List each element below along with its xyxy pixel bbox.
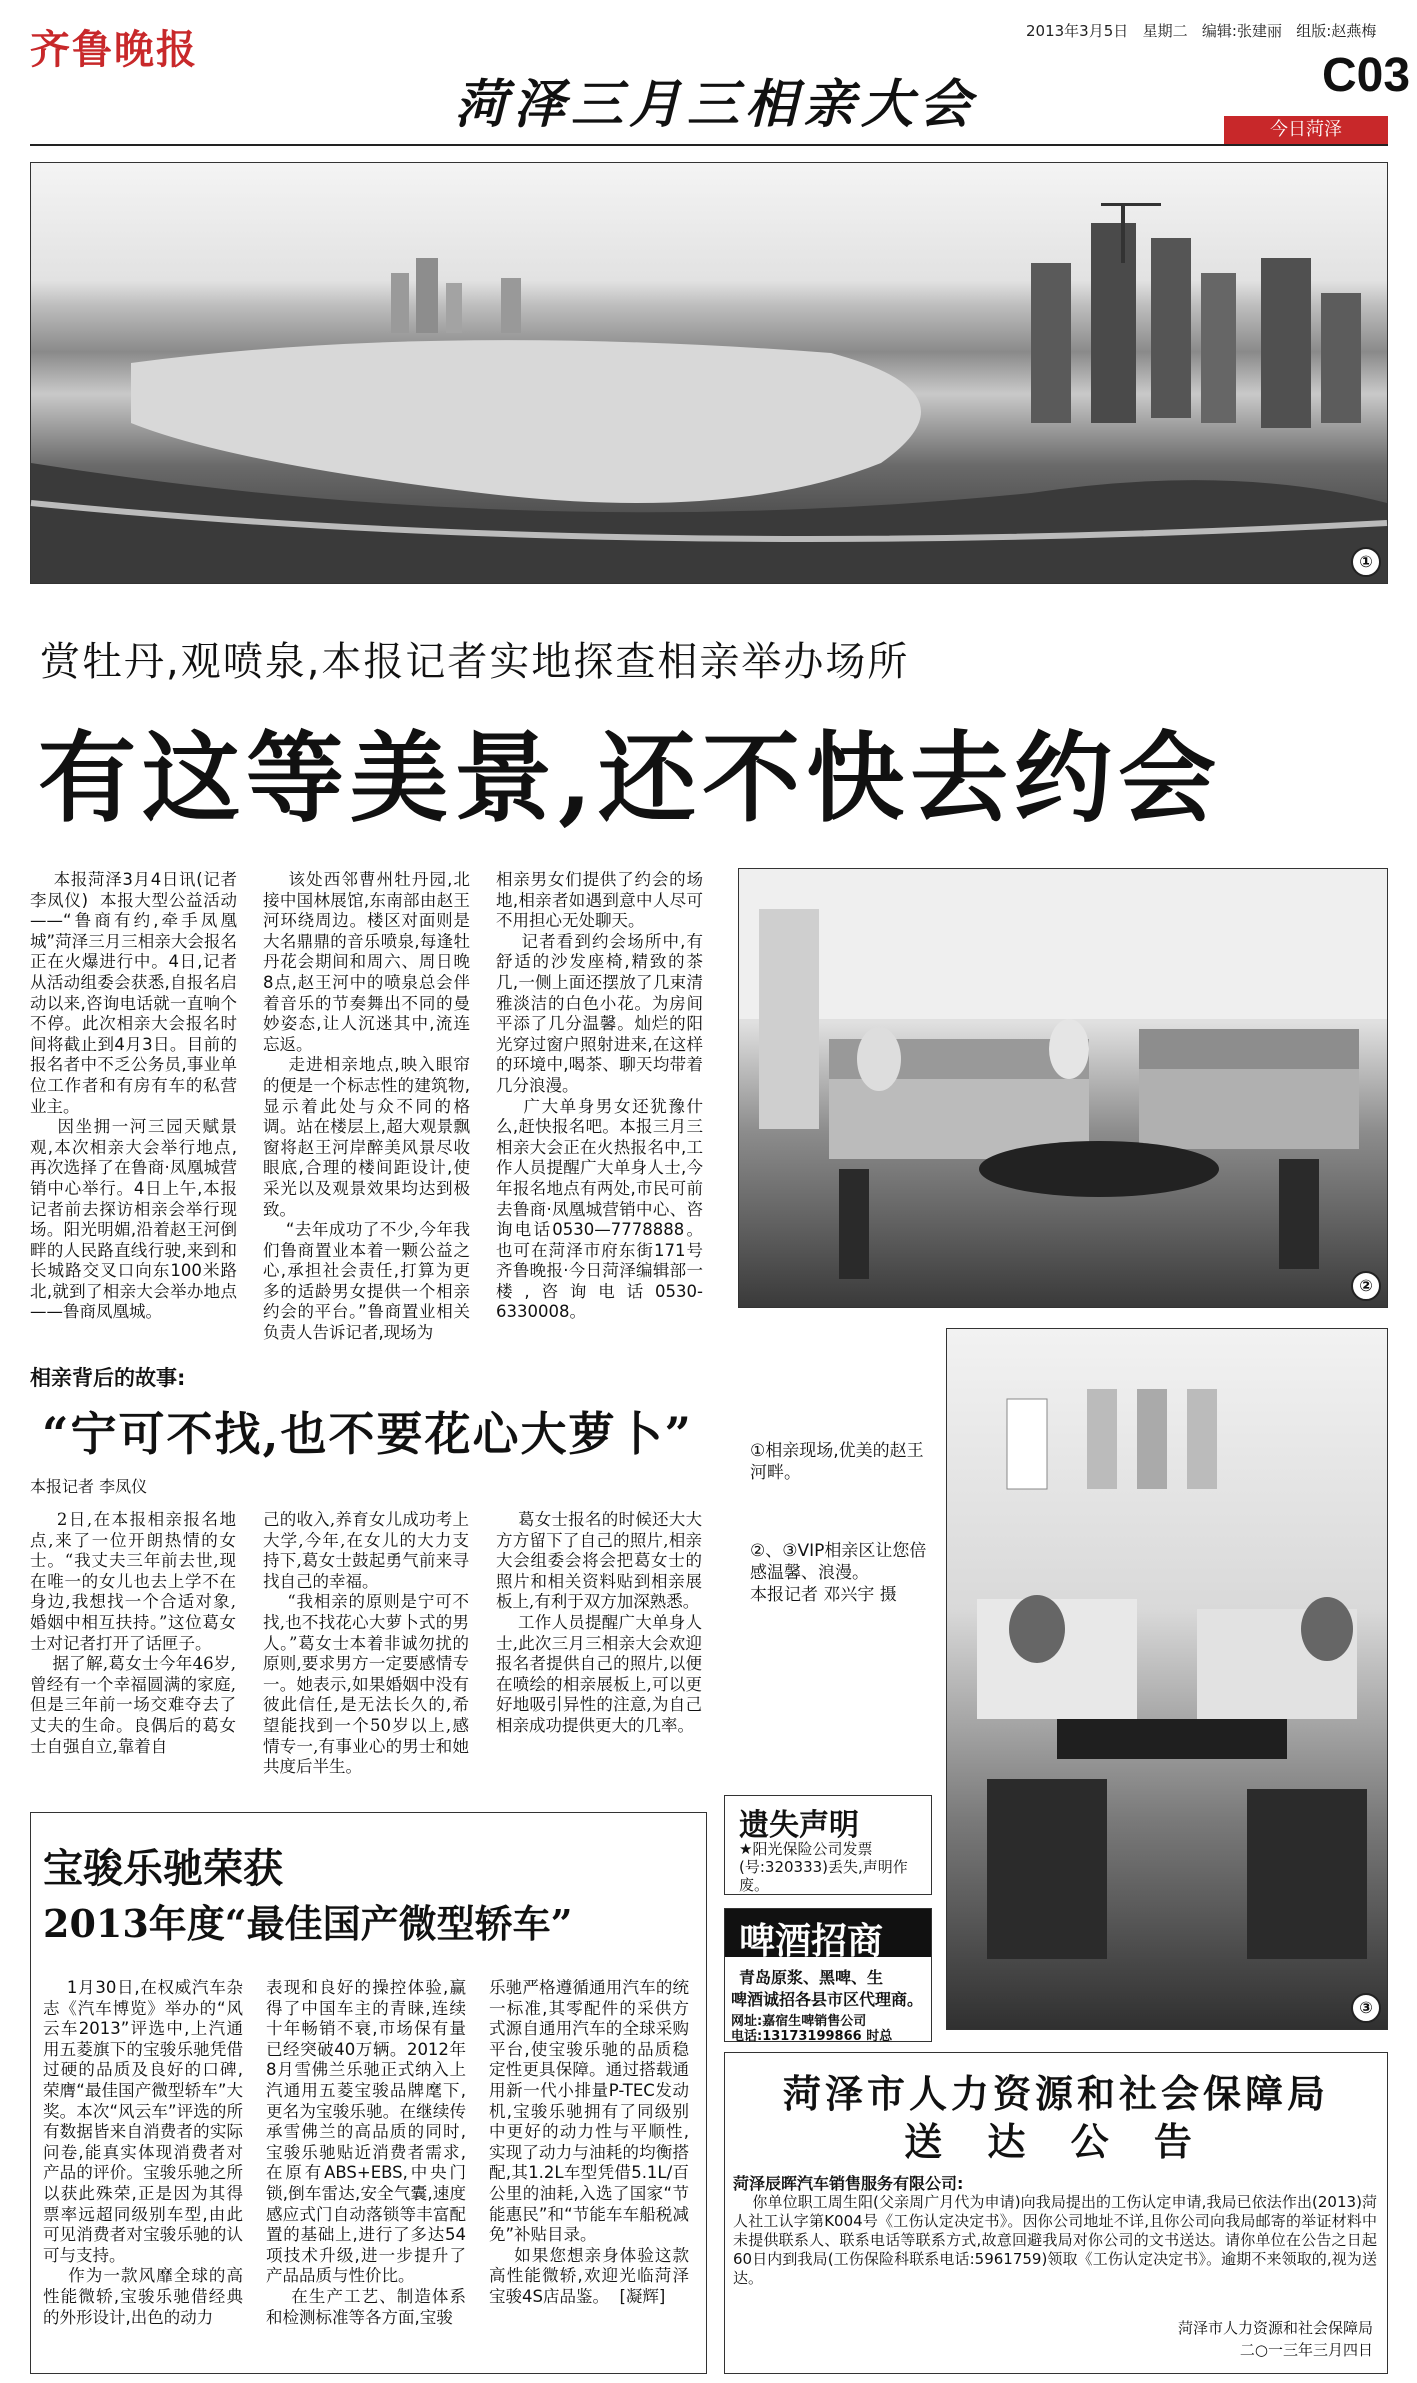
beer-ad-line1: 青岛原浆、黑啤、生 xyxy=(739,1968,884,1987)
lost-notice-box xyxy=(724,1795,932,1895)
beer-ad-box xyxy=(724,1908,932,2042)
page-code: C03 xyxy=(1322,49,1411,102)
car-column-3: 乐驰严格遵循通用汽车的统一标准,其零配件的采供方式源自通用汽车的全球采购平台,使宝骏乐驰的品质稳定性更具保障。通过搭载通用新一代小排量P-TEC发动机,宝骏乐驰拥有了同级别中更好的动力性与平顺性,实现了动力与油耗的均衡搭配,其1.2L车型凭借5.1L/百公里的油耗,入选了国家“节能惠民”和“节能车车船税减免”补贴目录。 如果您想亲身体验这款高性能微轿,欢迎光临菏泽宝骏4S店品鉴。 [凝辉] xyxy=(489,1978,689,2306)
caption-photo1: ①相亲现场,优美的赵王河畔。 xyxy=(750,1441,924,1483)
side-headline: “宁可不找,也不要花心大萝卜” xyxy=(42,1407,693,1461)
main-headline: 有这等美景,还不快去约会 xyxy=(38,721,1223,836)
car-column-1: 1月30日,在权威汽车杂志《汽车博览》举办的“风云车2013”评选中,上汽通用五菱旗下的宝骏乐驰凭借过硬的品质及良好的口碑,荣膺“最佳国产微型轿车”大奖。本次“风云车”评选的所有数据皆来自消费者的实际问卷,能真实体现消费者对产品的评价。宝骏乐驰之所以获此殊荣,正是因为其得票率远超同级别车型,由此可见消费者对宝骏乐驰的认可与支持。 作为一款风靡全球的高性能微轿,宝骏乐驰借经典的外形设计,出色的动力 xyxy=(43,1978,243,2327)
hr-notice-title-1: 菏泽市人力资源和社会保障局 xyxy=(782,2071,1329,2116)
car-story-title-1: 宝骏乐驰荣获 xyxy=(43,1845,283,1892)
hr-notice-body: 你单位职工周生阳(父亲周广月代为申请)向我局提出的工伤认定申请,我局已依法作出(2013)菏人社工认字第K004号《工伤认定决定书》。因你公司地址不详,且你公司向我局邮寄的举证材料中未提供联系人、联系电话等联系方式,故意回避我局对你公司的文书送达。请你单位在公告之日起60日内到我局(工伤保险科联系电话:5961759)领取《工伤认定决定书》。逾期不来领取的,视为送达。 xyxy=(733,2193,1377,2287)
panorama-illustration xyxy=(31,163,1387,583)
photo-river-panorama xyxy=(30,162,1388,584)
side-column-1: 2日,在本报相亲报名地点,来了一位开朗热情的女士。“我丈夫三年前去世,现在唯一的女儿也去上学不在身边,我想找一个合适对象,婚姻中相互扶持。”这位葛女士对记者打开了话匣子。 据了解,葛女士今年46岁,曾经有一个幸福圆满的家庭,但是三年前一场交难夺去了丈夫的生命。良偶后的葛女士自强自立,靠着自 xyxy=(30,1510,236,1756)
photo2-number: ② xyxy=(1351,1271,1381,1301)
main-column-1: 本报菏泽3月4日讯(记者 李凤仪) 本报大型公益活动——“鲁商有约,牵手凤凰城”菏泽三月三相亲大会报名正在火爆进行中。4日,记者从活动组委会获悉,自报名启动以来,咨询电话就一直响个不停。此次相亲大会报名时间将截止到4月3日。目前的报名者中不乏公务员,事业单位工作者和有房有车的私营业主。 因坐拥一河三园天赋景观,本次相亲大会举行地点,再次选择了在鲁商·凤凰城营销中心举行。4日上午,本报记者前去探访相亲会举行现场。阳光明媚,沿着赵王河倒畔的人民路直线行驶,来到和长城路交叉口向东100米路北,就到了相亲大会举办地点——鲁商凤凰城。 xyxy=(30,870,238,1322)
car-story-title-2: 2013年度“最佳国产微型轿车” xyxy=(43,1901,573,1946)
header-rule xyxy=(30,144,1388,146)
section-title: 菏泽三月三相亲大会 xyxy=(455,74,978,135)
section-tag: 今日菏泽 xyxy=(1224,116,1388,144)
lost-notice-body: ★阳光保险公司发票(号:320333)丢失,声明作废。 xyxy=(739,1840,908,1894)
side-byline: 本报记者 李凤仪 xyxy=(30,1477,148,1496)
editor-credit: 编辑:张建丽 xyxy=(1201,22,1282,40)
issue-date: 2013年3月5日 xyxy=(1026,22,1129,40)
designer-credit: 组版:赵燕梅 xyxy=(1296,22,1377,40)
side-column-2: 己的收入,养育女儿成功考上大学,今年,在女儿的大力支持下,葛女士鼓起勇气前来寻找自己的幸福。 “我相亲的原则是宁可不找,也不找花心大萝卜式的男人。”葛女士本着非诚勿扰的原则,要求男方一定要感情专一。她表示,如果婚姻中没有彼此信任,是无法长久的,希望能找到一个50岁以上,感情专一,有事业心的男士和她共度后半生。 xyxy=(263,1510,470,1777)
beer-ad-title: 啤酒招商 xyxy=(739,1920,884,1962)
hr-notice-recipient: 菏泽辰晖汽车销售服务有限公司: xyxy=(733,2174,964,2193)
lounge-illustration xyxy=(739,869,1387,1307)
hr-notice-title-2: 送 达 公 告 xyxy=(904,2119,1208,2164)
issue-weekday: 星期二 xyxy=(1142,22,1188,40)
beer-ad-line2: 啤酒诚招各县市区代理商。 xyxy=(731,1990,924,2009)
car-story-box xyxy=(30,1812,707,2374)
side-kicker: 相亲背后的故事: xyxy=(30,1366,186,1390)
photo1-number: ① xyxy=(1351,547,1381,577)
caption-credit: 本报记者 邓兴宇 摄 xyxy=(750,1585,897,1605)
vip-room-illustration xyxy=(947,1329,1387,2029)
lost-notice-title: 遗失声明 xyxy=(739,1808,859,1843)
main-column-2: 该处西邻曹州牡丹园,北接中国林展馆,东南部由赵王河环绕周边。楼区对面则是大名鼎鼎的音乐喷泉,每逢牡丹花会期间和周六、周日晚8点,赵王河中的喷泉总会伴着音乐的节奏舞出不同的曼妙姿态,让人沉迷其中,流连忘返。 走进相亲地点,映入眼帘的便是一个标志性的建筑物,显示着此处与众不同的格调。站在楼层上,超大观景飘窗将赵王河岸醉美风景尽收眼底,合理的楼间距设计,使采光以及观景效果均达到极致。 “去年成功了不少,今年我们鲁商置业本着一颗公益之心,承担社会责任,打算为更多的适龄男女提供一个相亲约会的平台。”鲁商置业相关负责人告诉记者,现场为 xyxy=(263,870,470,1343)
hr-notice-signature: 菏泽市人力资源和社会保障局 xyxy=(1177,2319,1373,2337)
page-meta xyxy=(1026,20,1376,41)
main-column-3: 相亲男女们提供了约会的场地,相亲者如遇到意中人尽可不用担心无处聊天。 记者看到约会场所中,有舒适的沙发座椅,精致的茶几,一侧上面还摆放了几束清雅淡洁的白色小花。为房间平添了几分温馨。灿烂的阳光穿过窗户照射进来,在这样的环境中,喝茶、聊天均带着几分浪漫。 广大单身男女还犹豫什么,赶快报名吧。本报三月三相亲大会正在火热报名中,工作人员提醒广大单身人士,今年报名地点有两处,市民可前去鲁商·凤凰城营销中心、咨询电话0530—7778888。也可在菏泽市府东街171号齐鲁晚报·今日菏泽编辑部一楼,咨询电话0530-6330008。 xyxy=(496,870,704,1322)
beer-ad-line3: 网址:嘉宿生啤销售公司 xyxy=(731,2014,867,2029)
side-column-3: 葛女士报名的时候还大大方方留下了自己的照片,相亲大会组委会将会把葛女士的照片和相关资料贴到相亲展板上,有利于双方加深熟悉。 工作人员提醒广大单身人士,此次三月三相亲大会欢迎报名者提供自己的照片,以便在喷绘的相亲展板上,可以更好地吸引异性的注意,为自己相亲成功提供更大的几率。 xyxy=(496,1510,702,1735)
beer-ad-line4: 电话:13173199866 时总 xyxy=(731,2029,893,2044)
photo3-number: ③ xyxy=(1351,1993,1381,2023)
photo-vip-room xyxy=(946,1328,1388,2030)
caption-photo23: ②、③VIP相亲区让您倍感温馨、浪漫。 xyxy=(750,1541,927,1583)
main-subhead: 赏牡丹,观喷泉,本报记者实地探查相亲举办场所 xyxy=(40,639,910,685)
photo-lounge xyxy=(738,868,1388,1308)
paper-masthead: 齐鲁晚报 xyxy=(30,26,198,73)
car-column-2: 表现和良好的操控体验,赢得了中国车主的青睐,连续十年畅销不衰,市场保有量已经突破40万辆。2012年8月雪佛兰乐驰正式纳入上汽通用五菱宝骏品牌麾下,更名为宝骏乐驰。在继续传承雪佛兰的高品质的同时,宝骏乐驰贴近消费者需求,在原有ABS+EBS,中央门锁,倒车雷达,安全气囊,速度感应式门自动落锁等丰富配置的基础上,进行了多达54项技术升级,进一步提升了产品品质与性价比。 在生产工艺、制造体系和检测标准等各方面,宝骏 xyxy=(266,1978,466,2327)
hr-notice-box xyxy=(724,2052,1388,2374)
hr-notice-date: 二○一三年三月四日 xyxy=(1239,2341,1373,2359)
